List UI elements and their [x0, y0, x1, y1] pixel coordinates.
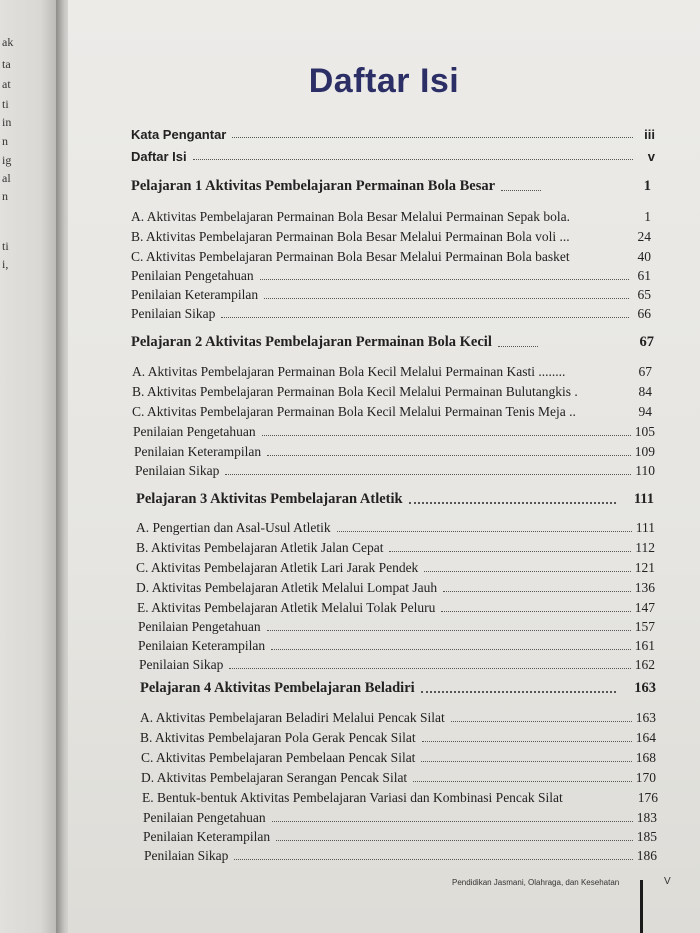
toc-entry-page: 61: [637, 268, 651, 283]
toc-entry-label: A. Aktivitas Pembelajaran Permainan Bola Kecil Melalui Permainan Kasti ........: [132, 364, 566, 379]
toc-entry-page: 66: [637, 306, 651, 321]
chapter-title: Pelajaran 3 Aktivitas Pembelajaran Atletik: [136, 491, 403, 507]
toc-entry-label: B. Aktivitas Pembelajaran Permainan Bola Besar Melalui Permainan Bola voli ...: [131, 229, 570, 244]
dot-leader: [232, 137, 633, 138]
toc-entry-label: C. Aktivitas Pembelajaran Pembelaan Pencak Silat: [141, 750, 416, 765]
dot-leader: [337, 531, 632, 532]
toc-entry-page: 164: [635, 730, 656, 745]
toc-entry[interactable]: [132, 382, 652, 400]
toc-entry-label: Penilaian Sikap: [144, 848, 229, 863]
toc-entry-label: E. Bentuk-bentuk Aktivitas Pembelajaran Variasi dan Kombinasi Pencak Silat: [142, 790, 563, 805]
chapter-page: 67: [639, 334, 654, 350]
toc-entry-label: Penilaian Keterampilan: [138, 638, 266, 653]
toc-entry-page: 67: [638, 364, 652, 379]
toc-entry-label: E. Aktivitas Pembelajaran Atletik Melalui Tolak Peluru: [137, 600, 436, 615]
dot-leader: [271, 649, 631, 650]
toc-entry[interactable]: [136, 558, 655, 576]
toc-entry-label: B. Aktivitas Pembelajaran Permainan Bola Kecil Melalui Permainan Bulutangkis .: [132, 384, 578, 399]
chapter-page: 111: [633, 491, 654, 507]
facing-page-edge: [0, 0, 58, 933]
dot-leader: [264, 298, 629, 299]
dot-leader: [421, 691, 617, 693]
toc-entry[interactable]: [143, 808, 657, 826]
dot-leader: [409, 502, 616, 504]
toc-entry-label: Penilaian Sikap: [135, 463, 220, 478]
dot-leader: [234, 859, 632, 860]
page-number: V: [664, 876, 671, 887]
toc-entry-label: C. Aktivitas Pembelajaran Permainan Bola Besar Melalui Permainan Bola basket: [131, 249, 570, 264]
toc-entry-page: v: [647, 149, 655, 164]
dot-leader: [413, 781, 632, 782]
toc-entry[interactable]: [131, 285, 651, 303]
dot-leader: [193, 159, 633, 160]
dot-leader: [221, 317, 629, 318]
toc-entry[interactable]: [135, 461, 655, 479]
toc-entry-page: 170: [635, 770, 656, 785]
toc-chapter-heading[interactable]: [140, 679, 656, 697]
toc-entry[interactable]: [141, 768, 656, 786]
toc-entry-label: Penilaian Pengetahuan: [133, 424, 256, 439]
dot-leader: [501, 190, 541, 191]
dot-leader: [267, 630, 631, 631]
toc-entry[interactable]: [139, 655, 655, 673]
facing-page-text: ti: [2, 97, 9, 111]
chapter-title: Pelajaran 2 Aktivitas Pembelajaran Permainan Bola Kecil: [131, 334, 492, 350]
toc-entry-page: 163: [635, 710, 656, 725]
toc-entry[interactable]: [138, 617, 655, 635]
toc-chapter-heading[interactable]: [131, 177, 651, 195]
toc-entry-label: C. Aktivitas Pembelajaran Atletik Lari Jarak Pendek: [136, 560, 419, 575]
toc-entry-page: 109: [634, 444, 655, 459]
toc-entry[interactable]: [132, 402, 652, 420]
footer-rule: [640, 880, 643, 933]
dot-leader: [443, 591, 631, 592]
toc-entry[interactable]: [136, 578, 655, 596]
dot-leader: [498, 346, 538, 347]
toc-front-entry[interactable]: [131, 124, 655, 142]
toc-entry[interactable]: [131, 266, 651, 284]
toc-entry-page: 84: [638, 384, 652, 399]
toc-entry-label: A. Aktivitas Pembelajaran Permainan Bola Besar Melalui Permainan Sepak bola.: [131, 209, 571, 224]
toc-entry[interactable]: [138, 636, 655, 654]
toc-entry-page: 185: [636, 829, 657, 844]
toc-entry[interactable]: [131, 207, 651, 225]
toc-entry[interactable]: [137, 598, 655, 616]
facing-page-text: at: [2, 77, 11, 91]
toc-entry-page: 186: [636, 848, 657, 863]
toc-entry-label: Kata Pengantar: [131, 127, 227, 142]
dot-leader: [424, 571, 630, 572]
page-title: Daftar Isi: [308, 62, 460, 100]
toc-entry-label: Penilaian Keterampilan: [143, 829, 271, 844]
chapter-page: 163: [634, 680, 656, 696]
facing-page-text: ta: [2, 57, 11, 71]
facing-page-text: al: [2, 171, 11, 185]
toc-entry[interactable]: [140, 708, 656, 726]
running-footer: Pendidikan Jasmani, Olahraga, dan Kesehatan: [452, 878, 620, 887]
toc-entry-page: 168: [635, 750, 656, 765]
toc-entry[interactable]: [140, 728, 656, 746]
dot-leader: [262, 435, 631, 436]
toc-entry-page: 40: [637, 249, 651, 264]
toc-entry-page: 157: [634, 619, 655, 634]
dot-leader: [272, 821, 633, 822]
toc-front-entry[interactable]: [131, 146, 655, 164]
toc-entry-label: B. Aktivitas Pembelajaran Atletik Jalan Cepat: [136, 540, 384, 555]
toc-entry-page: 162: [634, 657, 655, 672]
facing-page-text: n: [2, 189, 8, 203]
facing-page-text: n: [2, 134, 8, 148]
toc-entry-label: C. Aktivitas Pembelajaran Permainan Bola Kecil Melalui Permainan Tenis Meja ..: [132, 404, 576, 419]
toc-entry-label: B. Aktivitas Pembelajaran Pola Gerak Pencak Silat: [140, 730, 416, 745]
toc-entry-label: D. Aktivitas Pembelajaran Serangan Pencak Silat: [141, 770, 408, 785]
dot-leader: [276, 840, 633, 841]
facing-page-text: in: [2, 115, 12, 129]
toc-entry-label: Penilaian Pengetahuan: [143, 810, 266, 825]
facing-page-text: ak: [2, 35, 14, 49]
toc-entry-page: 136: [634, 580, 655, 595]
toc-entry-page: 105: [634, 424, 655, 439]
dot-leader: [451, 721, 632, 722]
toc-page: [68, 0, 700, 933]
toc-entry-label: Penilaian Sikap: [131, 306, 216, 321]
toc-entry[interactable]: [141, 748, 656, 766]
toc-entry[interactable]: [136, 538, 655, 556]
toc-entry-label: Penilaian Keterampilan: [134, 444, 262, 459]
toc-entry-page: 110: [635, 463, 655, 478]
toc-entry-label: Daftar Isi: [131, 149, 187, 164]
toc-entry[interactable]: [131, 227, 651, 245]
facing-page-text: ti: [2, 239, 9, 253]
chapter-title: Pelajaran 1 Aktivitas Pembelajaran Permainan Bola Besar: [131, 178, 496, 194]
toc-chapter-heading[interactable]: [131, 333, 654, 351]
toc-entry[interactable]: [136, 518, 655, 536]
toc-chapter-heading[interactable]: [136, 490, 654, 508]
facing-page-text: i,: [2, 257, 9, 271]
facing-page-text: ig: [2, 153, 12, 167]
toc-entry-label: A. Aktivitas Pembelajaran Beladiri Melalui Pencak Silat: [140, 710, 445, 725]
toc-entry-page: 94: [638, 404, 652, 419]
toc-entry[interactable]: [144, 846, 657, 864]
toc-entry[interactable]: [134, 442, 655, 460]
toc-entry[interactable]: [143, 827, 657, 845]
dot-leader: [260, 279, 629, 280]
toc-entry[interactable]: [133, 422, 655, 440]
toc-entry-label: Penilaian Pengetahuan: [131, 268, 254, 283]
toc-entry-label: A. Pengertian dan Asal-Usul Atletik: [136, 520, 331, 535]
toc-entry[interactable]: [132, 362, 652, 380]
toc-entry-page: 65: [637, 287, 651, 302]
toc-entry-page: 112: [635, 540, 655, 555]
toc-entry[interactable]: [131, 304, 651, 322]
toc-entry-page: 121: [634, 560, 655, 575]
chapter-title: Pelajaran 4 Aktivitas Pembelajaran Beladiri: [140, 680, 415, 696]
toc-entry-label: Penilaian Pengetahuan: [138, 619, 261, 634]
toc-entry-page: 111: [635, 520, 655, 535]
dot-leader: [225, 474, 631, 475]
toc-entry[interactable]: [131, 247, 651, 265]
chapter-page: 1: [643, 178, 651, 194]
toc-entry-label: Penilaian Keterampilan: [131, 287, 259, 302]
toc-entry-page: 147: [634, 600, 655, 615]
dot-leader: [422, 741, 632, 742]
dot-leader: [267, 455, 631, 456]
toc-entry-page: iii: [644, 127, 655, 142]
toc-entry-page: 24: [637, 229, 651, 244]
dot-leader: [229, 668, 630, 669]
dot-leader: [441, 611, 630, 612]
toc-entry-page: 1: [644, 209, 651, 224]
toc-entry[interactable]: [142, 788, 658, 806]
dot-leader: [421, 761, 631, 762]
dot-leader: [389, 551, 631, 552]
toc-entry-page: 183: [636, 810, 657, 825]
toc-entry-label: Penilaian Sikap: [139, 657, 224, 672]
toc-entry-label: D. Aktivitas Pembelajaran Atletik Melalui Lompat Jauh: [136, 580, 438, 595]
toc-entry-page: 176: [637, 790, 658, 805]
toc-entry-page: 161: [634, 638, 655, 653]
